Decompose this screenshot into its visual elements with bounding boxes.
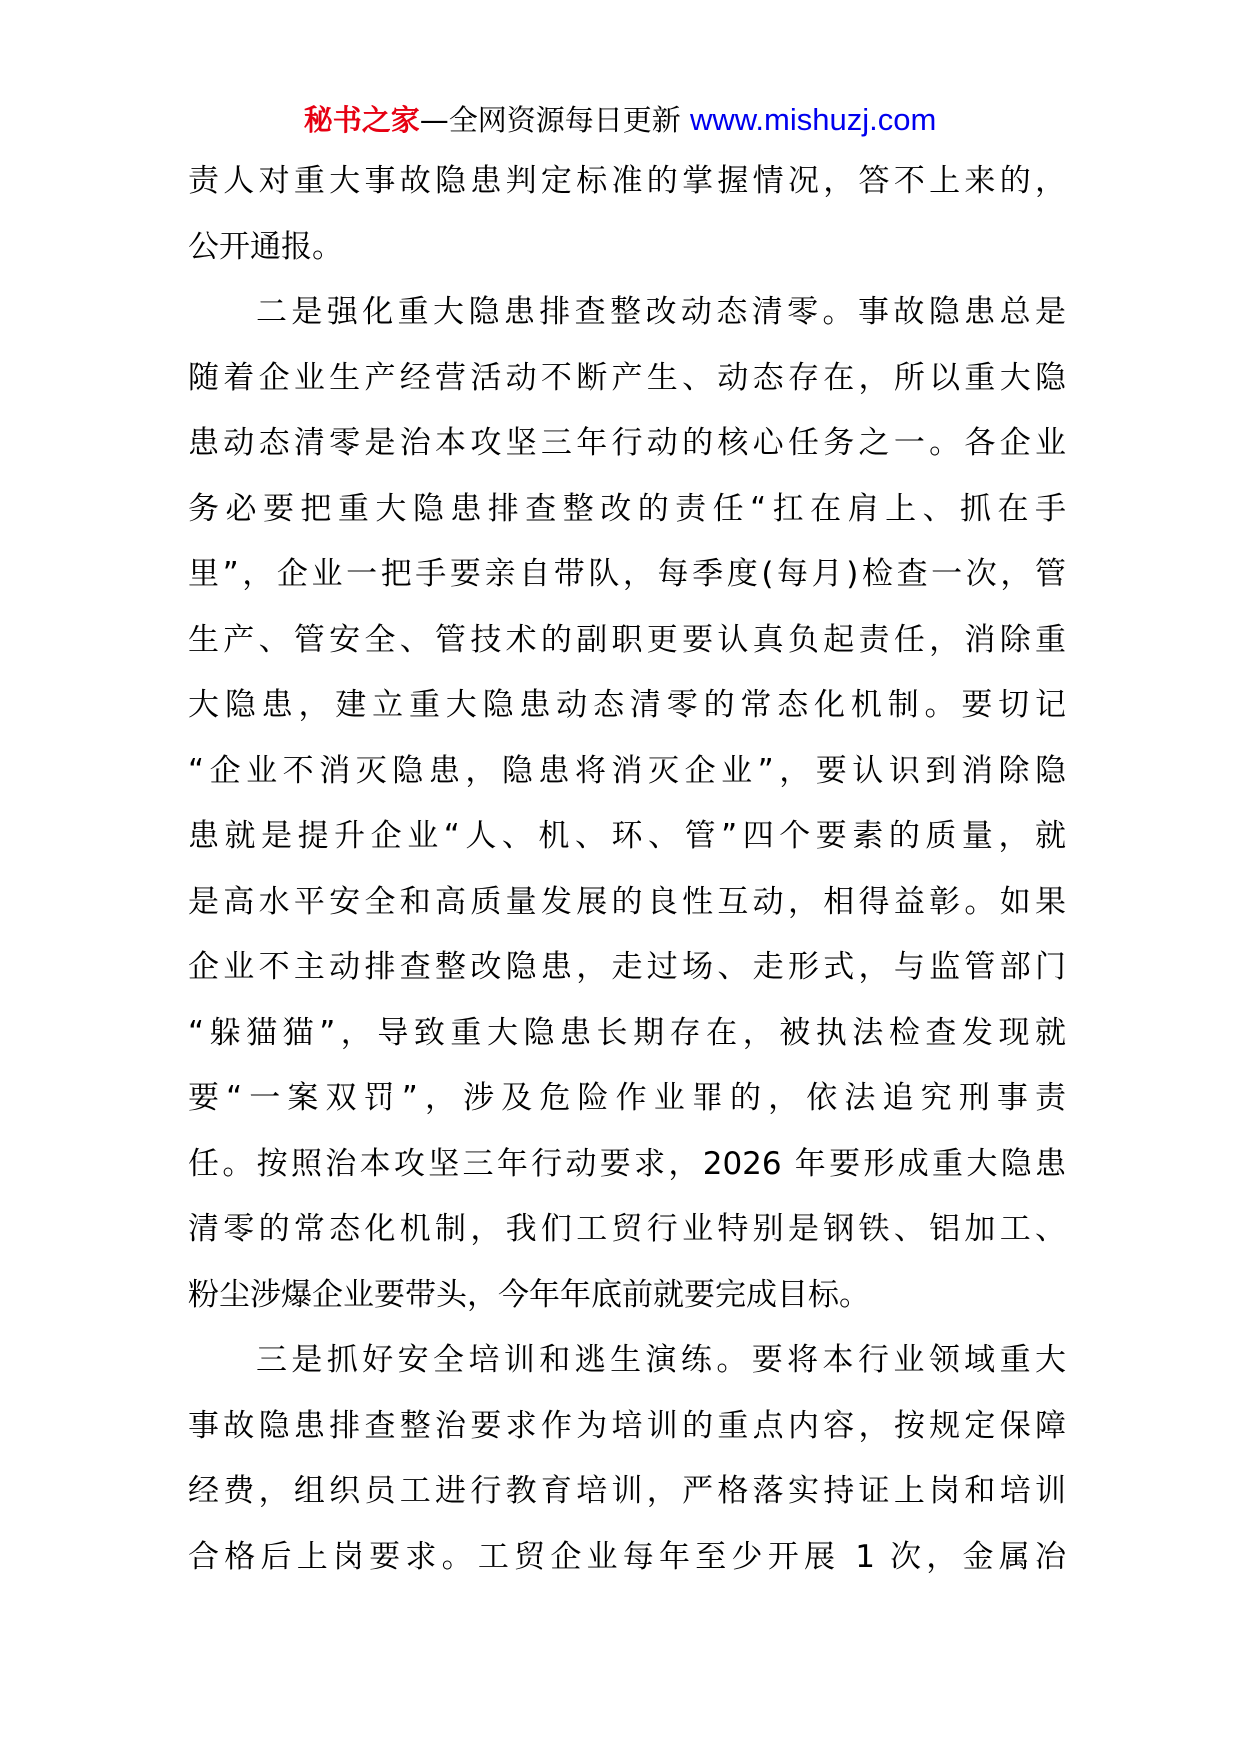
text-line: 企业不主动排查整改隐患，走过场、走形式，与监管部门 (188, 949, 1066, 985)
header-tagline: —全网资源每日更新 (419, 103, 690, 137)
text-line: 患动态清零是治本攻坚三年行动的核心任务之一。各企业 (188, 425, 1066, 461)
text-line: 患就是提升企业“人、机、环、管”四个要素的质量，就 (188, 818, 1066, 854)
text-line: 事故隐患排查整治要求作为培训的重点内容，按规定保障 (188, 1407, 1066, 1444)
document-body (188, 161, 1066, 1602)
header-url-link[interactable]: www.mishuzj.com (689, 102, 937, 137)
text-line: 经费，组织员工进行教育培训，严格落实持证上岗和培训 (188, 1473, 1066, 1509)
paragraph-start-line: 三是抓好安全培训和逃生演练。要将本行业领域重大 (256, 1342, 1066, 1378)
text-line: “企业不消灭隐患，隐患将消灭企业”，要认识到消除隐 (188, 752, 1066, 789)
text-line: 随着企业生产经营活动不断产生、动态存在，所以重大隐 (188, 359, 1066, 396)
page-header (0, 100, 1240, 140)
text-line: 公开通报。 (188, 228, 343, 265)
text-line: 清零的常态化机制，我们工贸行业特别是钢铁、铝加工、 (188, 1211, 1066, 1247)
paragraph-start-line: 二是强化重大隐患排查整改动态清零。事故隐患总是 (256, 294, 1066, 330)
text-line: 里”，企业一把手要亲自带队，每季度(每月)检查一次，管 (188, 556, 1066, 592)
text-line: 要“一案双罚”，涉及危险作业罪的，依法追究刑事责 (188, 1080, 1066, 1116)
text-line: 生产、管安全、管技术的副职更要认真负起责任，消除重 (188, 621, 1066, 658)
text-line: 合格后上岗要求。工贸企业每年至少开展 1 次，金属冶 (188, 1538, 1066, 1575)
text-line: 粉尘涉爆企业要带头，今年年底前就要完成目标。 (188, 1276, 870, 1313)
header-brand: 秘书之家 (303, 103, 420, 137)
text-line: 任。按照治本攻坚三年行动要求，2026 年要形成重大隐患 (188, 1145, 1066, 1182)
text-line: 责人对重大事故隐患判定标准的掌握情况，答不上来的， (188, 163, 1066, 199)
text-line: 大隐患，建立重大隐患动态清零的常态化机制。要切记 (188, 687, 1066, 723)
text-line: 是高水平安全和高质量发展的良性互动，相得益彰。如果 (188, 883, 1066, 920)
text-line: “躲猫猫”，导致重大隐患长期存在，被执法检查发现就 (188, 1014, 1066, 1051)
text-line: 务必要把重大隐患排查整改的责任“扛在肩上、抓在手 (188, 490, 1066, 527)
